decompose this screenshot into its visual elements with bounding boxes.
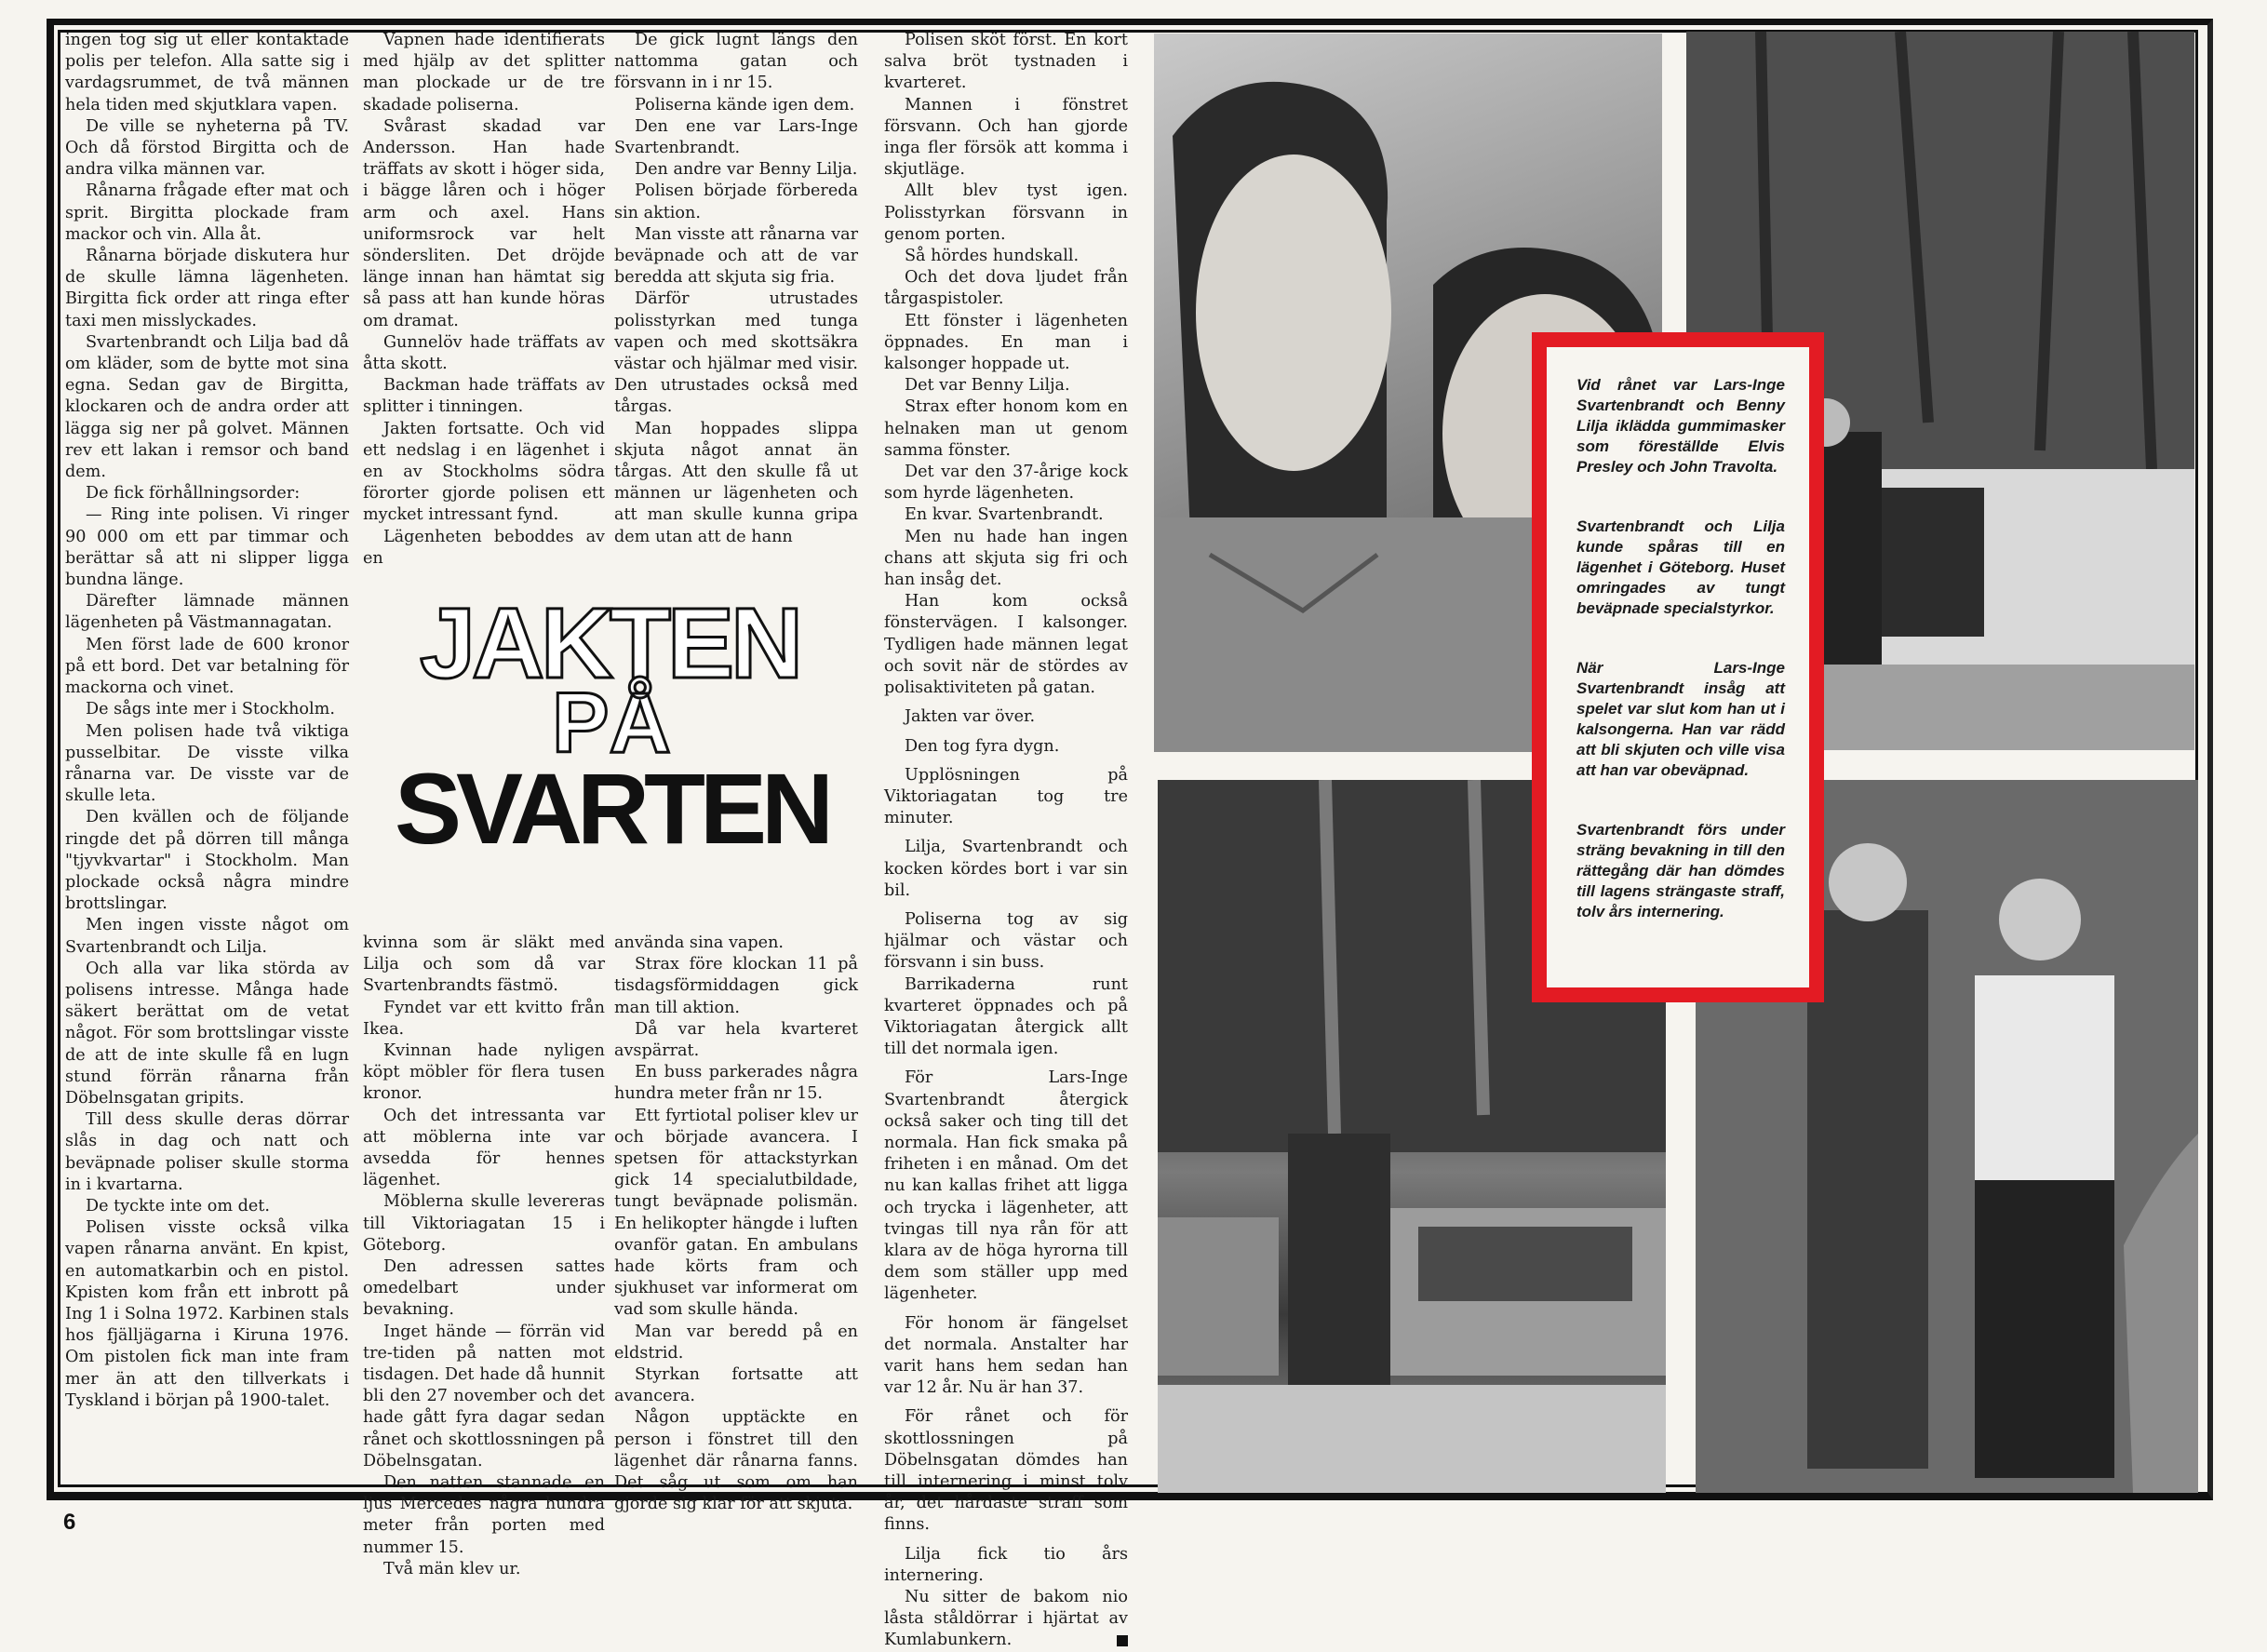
paragraph: Därför utrustades polisstyrkan med tunga vapen och med skottsäkra västar och hjälmar med visir. Den utrustades också med tårgas. bbox=[614, 289, 858, 417]
paragraph: kvinna som är släkt med Lilja och som då var Svartenbrandts fästmö. bbox=[363, 933, 605, 996]
paragraph: Och alla var lika störda av polisens intresse. Många hade säkert berättat om de vetat något. För som brottslingar visste de att de inte skulle få en lugn stund förrän rånarna från Döbelnsgatan gripits. bbox=[65, 959, 349, 1108]
paragraph: Och det intressanta var att möblerna inte var avsedda för hennes lägenhet. bbox=[363, 1106, 605, 1190]
headline bbox=[368, 586, 852, 856]
article-column-3-top bbox=[614, 30, 858, 548]
paragraph: Till dess skulle deras dörrar slås in dag och natt och beväpnade poliser skulle storma in i kvartarna. bbox=[65, 1110, 349, 1194]
caption-1: Vid rånet var Lars-Inge Svartenbrandt och Benny Lilja iklädda gummimasker som föreställde Elvis Presley och John Travolta. bbox=[1576, 376, 1785, 476]
paragraph: Därefter lämnade männen lägenheten på Västmannagatan. bbox=[65, 592, 349, 633]
paragraph: Strax efter honom kom en helnaken man ut genom samma fönster. bbox=[884, 397, 1128, 460]
paragraph: Den natten stannade en ljus Mercedes några hundra meter från porten med nummer 15. bbox=[363, 1473, 605, 1557]
paragraph: Barrikaderna runt kvarteret öppnades och på Viktoriagatan återgick allt till det normala igen. bbox=[884, 974, 1128, 1059]
paragraph: Det var Benny Lilja. bbox=[905, 376, 1070, 396]
paragraph: Han kom också fönstervägen. I kalsonger. Tydligen hade männen legat och sovit när de stördes av polisaktiviteten på gatan. bbox=[884, 592, 1128, 698]
paragraph: Upplösningen på Viktoriagatan tog tre minuter. bbox=[884, 765, 1128, 828]
paragraph: Den andre var Benny Lilja. bbox=[635, 160, 858, 180]
paragraph: Polisen började förbereda sin aktion. bbox=[614, 181, 858, 222]
paragraph: Backman hade träffats av splitter i tinningen. bbox=[363, 376, 605, 417]
paragraph: En buss parkerades några hundra meter från nr 15. bbox=[614, 1063, 858, 1104]
paragraph: Lilja fick tio års internering. bbox=[884, 1544, 1128, 1585]
paragraph: Men polisen hade två viktiga pusselbitar. De visste vilka rånarna var. De visste var de skulle leta. bbox=[65, 721, 349, 806]
paragraph: Gunnelöv hade träffats av åtta skott. bbox=[363, 332, 605, 374]
paragraph: Fyndet var ett kvitto från Ikea. bbox=[363, 998, 605, 1039]
photo-caption-box bbox=[1532, 332, 1824, 1002]
paragraph: För honom är fängelset det normala. Anstalter har varit hans hem sedan han var 12 år. Nu är han 37. bbox=[884, 1313, 1128, 1398]
paragraph: — Ring inte polisen. Vi ringer 90 000 om ett par timmar och berättar så att ni slipper ligga bundna länge. bbox=[65, 505, 349, 590]
paragraph: Rånarna frågade efter mat och sprit. Birgitta plockade fram mackor och vin. Alla åt. bbox=[65, 181, 349, 244]
article-column-3-bottom bbox=[614, 933, 858, 1515]
article-column-1 bbox=[65, 30, 349, 1412]
paragraph: Man hoppades slippa skjuta något annat än tårgas. Att den skulle få ut männen ur lägenheten och att man skulle kunna gripa dem utan att de hann bbox=[614, 419, 858, 546]
end-of-article-icon bbox=[1117, 1635, 1128, 1646]
paragraph: Två män klev ur. bbox=[383, 1559, 521, 1578]
paragraph: Strax före klockan 11 på tisdagsförmiddagen gick man till aktion. bbox=[614, 955, 858, 1017]
paragraph: Poliserna tog av sig hjälmar och västar och försvann i sin buss. bbox=[884, 909, 1128, 973]
paragraph: Och det dova ljudet från tårgaspistoler. bbox=[884, 268, 1128, 309]
paragraph: Svårast skadad var Andersson. Han hade träffats av skott i höger sida, i bägge låren och i höger arm och axel. Hans uniformsrock var helt söndersliten. Det dröjde länge innan han hämtat sig så pass att han kunde höras om dramat. bbox=[363, 116, 605, 330]
paragraph: Lilja, Svartenbrandt och kocken kördes bort i var sin bil. bbox=[884, 838, 1128, 900]
paragraph: De fick förhållningsorder: bbox=[86, 484, 301, 504]
page-number: 6 bbox=[63, 1510, 76, 1535]
paragraph: Mannen i fönstret försvann. Och han gjorde inga fler försök att komma i skjutläge. bbox=[884, 95, 1128, 180]
paragraph: Det var den 37-årige kock som hyrde lägenheten. bbox=[884, 463, 1128, 504]
paragraph: Poliserna kände igen dem. bbox=[635, 95, 855, 114]
paragraph: Nu sitter de bakom nio låsta ståldörrar i hjärtat av Kumlabunkern. bbox=[884, 1588, 1128, 1650]
paragraph: Ett fyrtiotal poliser klev ur och började avancera. I spetsen för attackstyrkan gick 14 specialutbildade, tungt beväpnade polismän. En helikopter hängde i luften ovanför gatan. En ambulans hade körts fram och sjukhuset var informerat om vad som skulle hända. bbox=[614, 1106, 858, 1320]
article-column-2-top bbox=[363, 30, 605, 570]
caption-2: Svartenbrandt och Lilja kunde spåras till en lägenhet i Göteborg. Huset omringades av tungt beväpnade specialstyrkor. bbox=[1576, 517, 1785, 617]
paragraph: De tyckte inte om det. bbox=[86, 1196, 270, 1215]
paragraph: Rånarna började diskutera hur de skulle lämna lägenheten. Birgitta fick order att ringa efter taxi men misslyckades. bbox=[65, 247, 349, 330]
paragraph: Jakten fortsatte. Och vid ett nedslag i en lägenhet i en av Stockholms södra förorter gjorde polisen ett mycket intressant fynd. bbox=[363, 419, 605, 525]
paragraph: För rånet och för skottlossningen på Döbelnsgatan dömdes han till internering i minst tolv år, det hårdaste straff som finns. bbox=[884, 1407, 1128, 1535]
paragraph: Den tog fyra dygn. bbox=[905, 736, 1060, 756]
paragraph: Men först lade de 600 kronor på ett bord. Det var betalning för mackorna och vinet. bbox=[65, 635, 349, 698]
paragraph: Polisen sköt först. En kort salva bröt tystnaden i kvarteret. bbox=[884, 31, 1128, 93]
paragraph: De gick lugnt längs den nattomma gatan och försvann in i nr 15. bbox=[614, 31, 858, 93]
paragraph: Man var beredd på en eldstrid. bbox=[614, 1322, 858, 1363]
paragraph: Allt blev tyst igen. Polisstyrkan försvann in genom porten. bbox=[884, 181, 1128, 244]
paragraph: Ett fönster i lägenheten öppnades. En man i kalsonger hoppade ut. bbox=[884, 311, 1128, 374]
paragraph: Lägenheten beboddes av en bbox=[363, 527, 605, 568]
caption-4: Svartenbrandt förs under sträng bevakning in till den rättegång där han dömdes till lagens strängaste straff, tolv års internering. bbox=[1576, 821, 1785, 920]
paragraph: Man visste att rånarna var beväpnade och att de var beredda att skjuta sig fria. bbox=[614, 224, 858, 288]
paragraph: Den adressen sattes omedelbart under bevakning. bbox=[363, 1257, 605, 1320]
paragraph: Men ingen visste något om Svartenbrandt och Lilja. bbox=[65, 916, 349, 957]
paragraph: Vapnen hade identifierats med hjälp av det splitter man plockade ur de tre skadade poliserna. bbox=[363, 31, 605, 114]
paragraph: ingen tog sig ut eller kontaktade polis per telefon. Alla satte sig i vardagsrummet, de två männen hela tiden med skjutklara vapen. bbox=[65, 31, 349, 114]
headline-graphic bbox=[368, 586, 852, 856]
paragraph: Jakten var över. bbox=[905, 707, 1036, 727]
paragraph: De sågs inte mer i Stockholm. bbox=[86, 700, 335, 719]
caption-3: När Lars-Inge Svartenbrandt insåg att spelet var slut kom han ut i kalsongerna. Han var rädd att bli skjuten och ville visa att han var obeväpnad. bbox=[1576, 659, 1785, 779]
paragraph: Någon upptäckte en person i fönstret till den lägenhet där rånarna fanns. Det såg ut som om han gjorde sig klar för att skjuta. bbox=[614, 1408, 858, 1514]
paragraph: För Lars-Inge Svartenbrandt återgick också saker och ting till det normala. Han fick smaka på friheten i en månad. Om det nu kan kallas frihet att ligga och trycka i lägenheter, att tvingas till nya rån för att klara av de höga hyrorna till dem som ställer upp med lägenheter. bbox=[884, 1068, 1128, 1304]
headline-line-2: PÅ bbox=[552, 676, 671, 771]
paragraph: Möblerna skulle levereras till Viktoriagatan 15 i Göteborg. bbox=[363, 1192, 605, 1255]
paragraph: De ville se nyheterna på TV. Och då förstod Birgitta och de andra vilka männen var. bbox=[65, 116, 349, 180]
paragraph: Den kvällen och de följande ringde det på dörren till många "tjyvkvartar" i Stockholm. Man plockade också några mindre brottslingar. bbox=[65, 808, 349, 914]
paragraph: Kvinnan hade nyligen köpt möbler för flera tusen kronor. bbox=[363, 1041, 605, 1104]
headline-line-1: JAKTEN bbox=[419, 586, 800, 699]
paragraph: Polisen visste också vilka vapen rånarna använt. En kpist, en automatkarbin och en pistol. Kpisten kom från ett inbrott på Ing 1 i Solna 1972. Karbinen stals hos fjälljägarna i Kiruna 1976. Om pistolen fick man inte fram mer än att den tillverkats i Tyskland i början på 1900-talet. bbox=[65, 1218, 349, 1410]
paragraph: Så hördes hundskall. bbox=[905, 247, 1080, 266]
paragraph: Den ene var Lars-Inge Svartenbrandt. bbox=[614, 116, 858, 158]
headline-line-3: SVARTEN bbox=[394, 752, 829, 856]
paragraph: Styrkan fortsatte att avancera. bbox=[614, 1365, 858, 1406]
paragraph: Men nu hade han ingen chans att skjuta sig fri och han insåg det. bbox=[884, 527, 1128, 590]
paragraph: Då var hela kvarteret avspärrat. bbox=[614, 1019, 858, 1061]
article-column-2-bottom bbox=[363, 933, 605, 1580]
paragraph: En kvar. Svartenbrandt. bbox=[905, 505, 1104, 525]
paragraph: Inget hände — förrän vid tre-tiden på natten mot tisdagen. Det hade då hunnit bli den 27 november och det hade gått fyra dagar sedan rånet och skottlossningen på Döbelnsgatan. bbox=[363, 1322, 605, 1471]
paragraph: Svartenbrandt och Lilja bad då om kläder, som de bytte mot sina egna. Sedan gav de Birgitta, klockaren och de andra order att lägga sig ner på golvet. Männen rev ett lakan i remsor och band dem. bbox=[65, 332, 349, 482]
article-column-4 bbox=[884, 30, 1128, 1652]
paragraph: använda sina vapen. bbox=[614, 933, 785, 952]
